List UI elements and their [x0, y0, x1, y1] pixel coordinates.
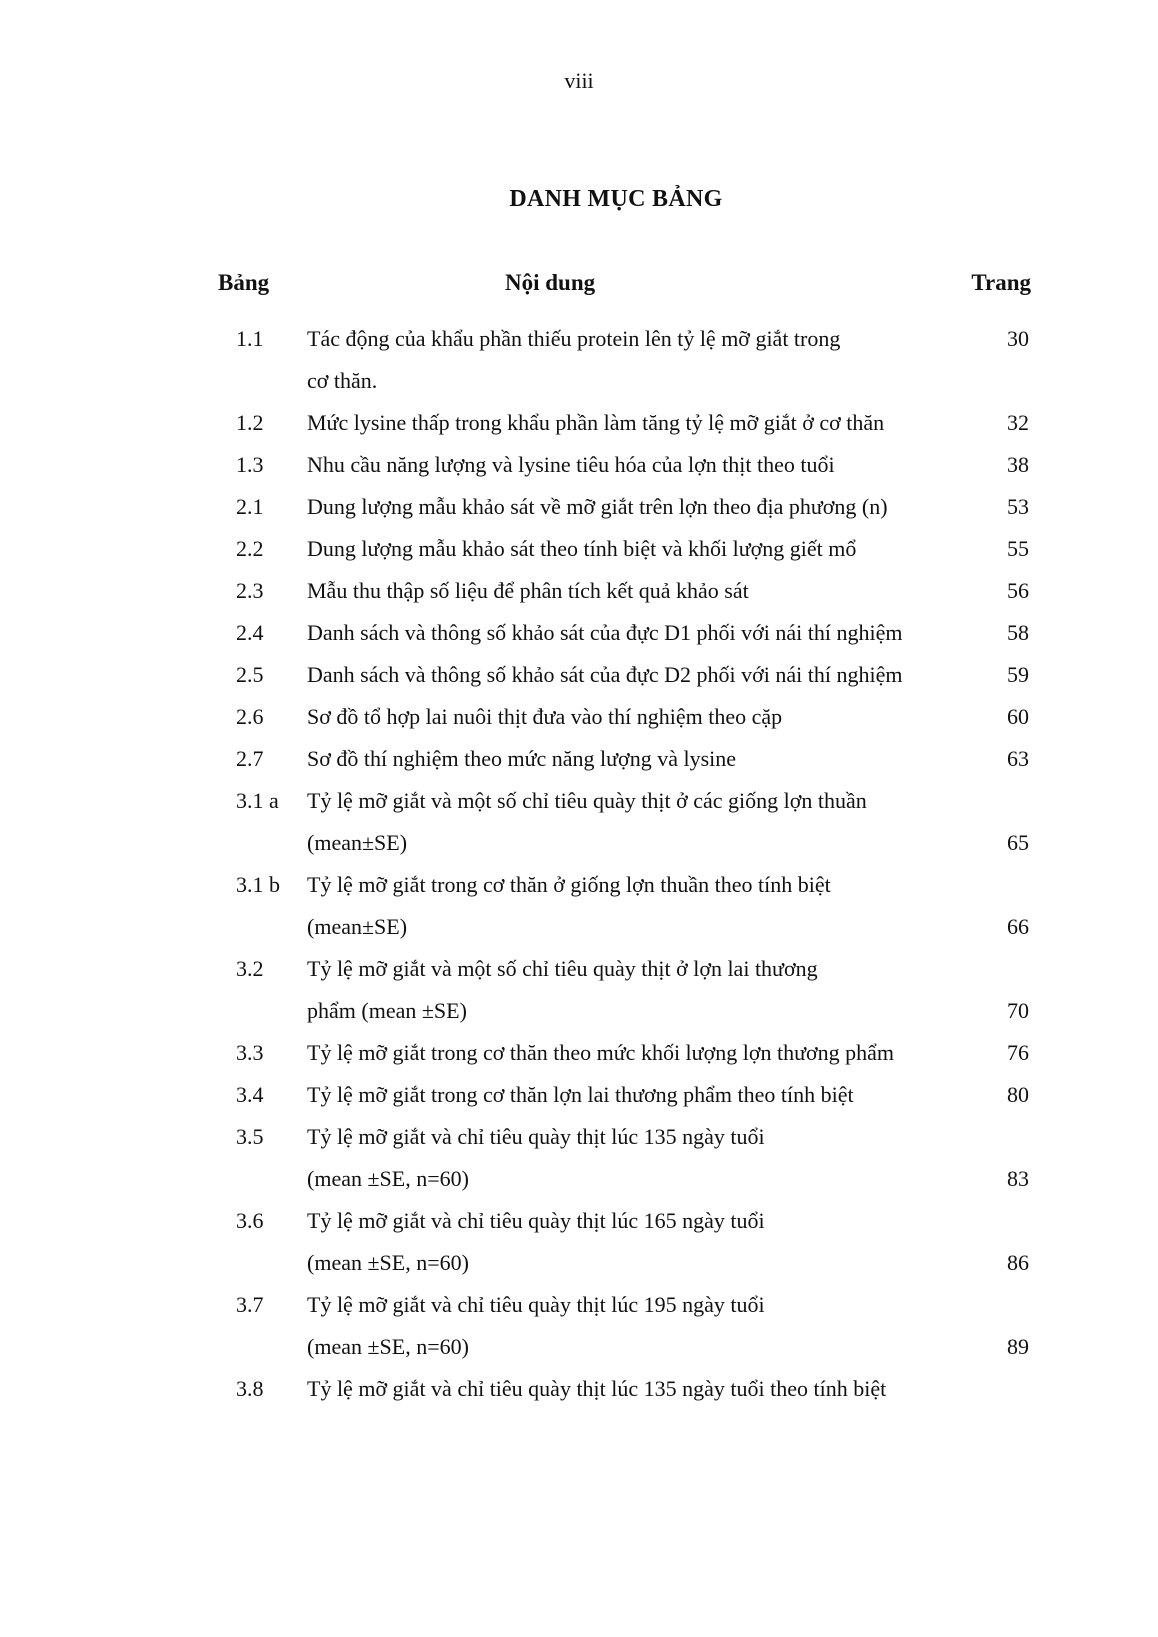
entry-title: [307, 1032, 1007, 1074]
entry-title-line: Mức lysine thấp trong khẩu phần làm tăng tỷ lệ mỡ giắt ở cơ thăn: [307, 410, 885, 435]
entry-number: 2.7: [236, 746, 264, 771]
toc-entry: [0, 1284, 1158, 1368]
entry-title-line: Sơ đồ thí nghiệm theo mức năng lượng và lysine: [307, 746, 737, 771]
entry-title-line: (mean ±SE, n=60): [307, 1166, 469, 1191]
toc-entry: [0, 1074, 1158, 1116]
entry-page-number: 76: [1007, 1040, 1029, 1065]
toc-entry: [0, 696, 1158, 738]
toc-entry: [0, 654, 1158, 696]
entry-page-number: 55: [1007, 536, 1029, 561]
entry-page-number: 38: [1007, 452, 1029, 477]
document-title: DANH MỤC BẢNG: [509, 186, 723, 212]
entry-number: 3.4: [236, 1082, 264, 1107]
entry-title: [307, 486, 1007, 528]
toc-entry: [0, 1200, 1158, 1284]
entry-title: [307, 1074, 1007, 1116]
entry-number: 3.8: [236, 1376, 264, 1401]
toc-entry: [0, 318, 1158, 402]
entry-title-line: Tỷ lệ mỡ giắt trong cơ thăn ở giống lợn thuần theo tính biệt: [307, 872, 831, 897]
entry-title-line: Tỷ lệ mỡ giắt và chỉ tiêu quày thịt lúc 165 ngày tuổi: [307, 1208, 765, 1233]
entry-title-line: Danh sách và thông số khảo sát của đực D1 phối với nái thí nghiệm: [307, 620, 903, 645]
entry-title-line: Tỷ lệ mỡ giắt trong cơ thăn theo mức khối lượng lợn thương phẩm: [307, 1040, 895, 1065]
header-page: Trang: [971, 270, 1031, 295]
entry-title: [307, 444, 1007, 486]
entry-page-number: 70: [1007, 998, 1029, 1023]
toc-entry: [0, 864, 1158, 948]
entry-title: [307, 864, 1007, 948]
entry-number: 3.6: [236, 1208, 264, 1233]
entry-page-number: 60: [1007, 704, 1029, 729]
entry-page-number: 32: [1007, 410, 1029, 435]
entry-title: [307, 318, 1007, 402]
table-of-tables-header: [0, 270, 1158, 302]
entry-page-number: 63: [1007, 746, 1029, 771]
entry-title: [307, 738, 1007, 780]
entry-page-number: 86: [1007, 1250, 1029, 1275]
entry-number: 2.3: [236, 578, 264, 603]
entry-number: 3.1 b: [236, 872, 280, 897]
entry-page-number: 80: [1007, 1082, 1029, 1107]
entry-page-number: 58: [1007, 620, 1029, 645]
entry-title: [307, 948, 1007, 1032]
entry-title: [307, 1284, 1007, 1368]
entry-title-line: Tỷ lệ mỡ giắt và chỉ tiêu quày thịt lúc 135 ngày tuổi theo tính biệt: [307, 1376, 887, 1401]
entry-title-line: Dung lượng mẫu khảo sát theo tính biệt và khối lượng giết mổ: [307, 536, 857, 561]
entry-page-number: 66: [1007, 914, 1029, 939]
entry-page-number: 30: [1007, 326, 1029, 351]
toc-entry: [0, 402, 1158, 444]
entry-number: 1.3: [236, 452, 264, 477]
entry-title-line: (mean ±SE, n=60): [307, 1334, 469, 1359]
entry-title: [307, 612, 1007, 654]
entry-page-number: 65: [1007, 830, 1029, 855]
entry-number: 1.1: [236, 326, 264, 351]
page-number: viii: [564, 68, 594, 93]
entry-number: 3.2: [236, 956, 264, 981]
entry-number: 2.1: [236, 494, 264, 519]
entry-title-line: Tỷ lệ mỡ giắt và chỉ tiêu quày thịt lúc 135 ngày tuổi: [307, 1124, 765, 1149]
entry-title-line: Tỷ lệ mỡ giắt trong cơ thăn lợn lai thương phẩm theo tính biệt: [307, 1082, 854, 1107]
entry-title: [307, 1116, 1007, 1200]
entry-title-line: Tỷ lệ mỡ giắt và một số chỉ tiêu quày thịt ở lợn lai thương: [307, 956, 818, 981]
entry-number: 2.4: [236, 620, 264, 645]
entry-number: 3.3: [236, 1040, 264, 1065]
toc-entry: [0, 1116, 1158, 1200]
header-table-number: Bảng: [218, 270, 270, 295]
entry-number: 3.5: [236, 1124, 264, 1149]
header-content: Nội dung: [505, 270, 596, 295]
entry-title-line: Tỷ lệ mỡ giắt và chỉ tiêu quày thịt lúc 195 ngày tuổi: [307, 1292, 765, 1317]
toc-entry: [0, 738, 1158, 780]
toc-entry: [0, 948, 1158, 1032]
entry-title-line: (mean±SE): [307, 830, 408, 855]
entry-page-number: 83: [1007, 1166, 1029, 1191]
entry-number: 2.2: [236, 536, 264, 561]
entry-number: 3.1 a: [236, 788, 279, 813]
entry-title: [307, 1200, 1007, 1284]
entry-title-line: Sơ đồ tổ hợp lai nuôi thịt đưa vào thí nghiệm theo cặp: [307, 704, 783, 729]
entry-number: 1.2: [236, 410, 264, 435]
entry-title-line: Mẫu thu thập số liệu để phân tích kết quả khảo sát: [307, 578, 749, 603]
entry-title-line: Danh sách và thông số khảo sát của đực D2 phối với nái thí nghiệm: [307, 662, 903, 687]
toc-entry: [0, 444, 1158, 486]
entry-page-number: 53: [1007, 494, 1029, 519]
entry-title-line: (mean ±SE, n=60): [307, 1250, 469, 1275]
entry-title-line: Tỷ lệ mỡ giắt và một số chỉ tiêu quày thịt ở các giống lợn thuần: [307, 788, 867, 813]
toc-entry: [0, 570, 1158, 612]
toc-entry: [0, 486, 1158, 528]
entry-title: [307, 570, 1007, 612]
entry-page-number: 59: [1007, 662, 1029, 687]
entry-title: [307, 654, 1007, 696]
entry-page-number: 89: [1007, 1334, 1029, 1359]
toc-entry: [0, 780, 1158, 864]
entry-title-line: phẩm (mean ±SE): [307, 998, 467, 1023]
entry-title: [307, 528, 1007, 570]
entry-page-number: 56: [1007, 578, 1029, 603]
entry-number: 2.5: [236, 662, 264, 687]
table-of-tables-list: [0, 318, 1158, 1410]
toc-entry: [0, 528, 1158, 570]
entry-title: [307, 696, 1007, 738]
entry-number: 3.7: [236, 1292, 264, 1317]
entry-title: [307, 1368, 1007, 1410]
entry-title-line: Dung lượng mẫu khảo sát về mỡ giắt trên lợn theo địa phương (n): [307, 494, 888, 519]
toc-entry: [0, 1368, 1158, 1410]
entry-title-line: cơ thăn.: [307, 368, 378, 393]
toc-entry: [0, 1032, 1158, 1074]
entry-title-line: (mean±SE): [307, 914, 408, 939]
entry-title-line: Tác động của khẩu phần thiếu protein lên tỷ lệ mỡ giắt trong: [307, 326, 841, 351]
entry-title: [307, 780, 1007, 864]
entry-number: 2.6: [236, 704, 264, 729]
entry-title-line: Nhu cầu năng lượng và lysine tiêu hóa của lợn thịt theo tuổi: [307, 452, 835, 477]
toc-entry: [0, 612, 1158, 654]
entry-title: [307, 402, 1007, 444]
